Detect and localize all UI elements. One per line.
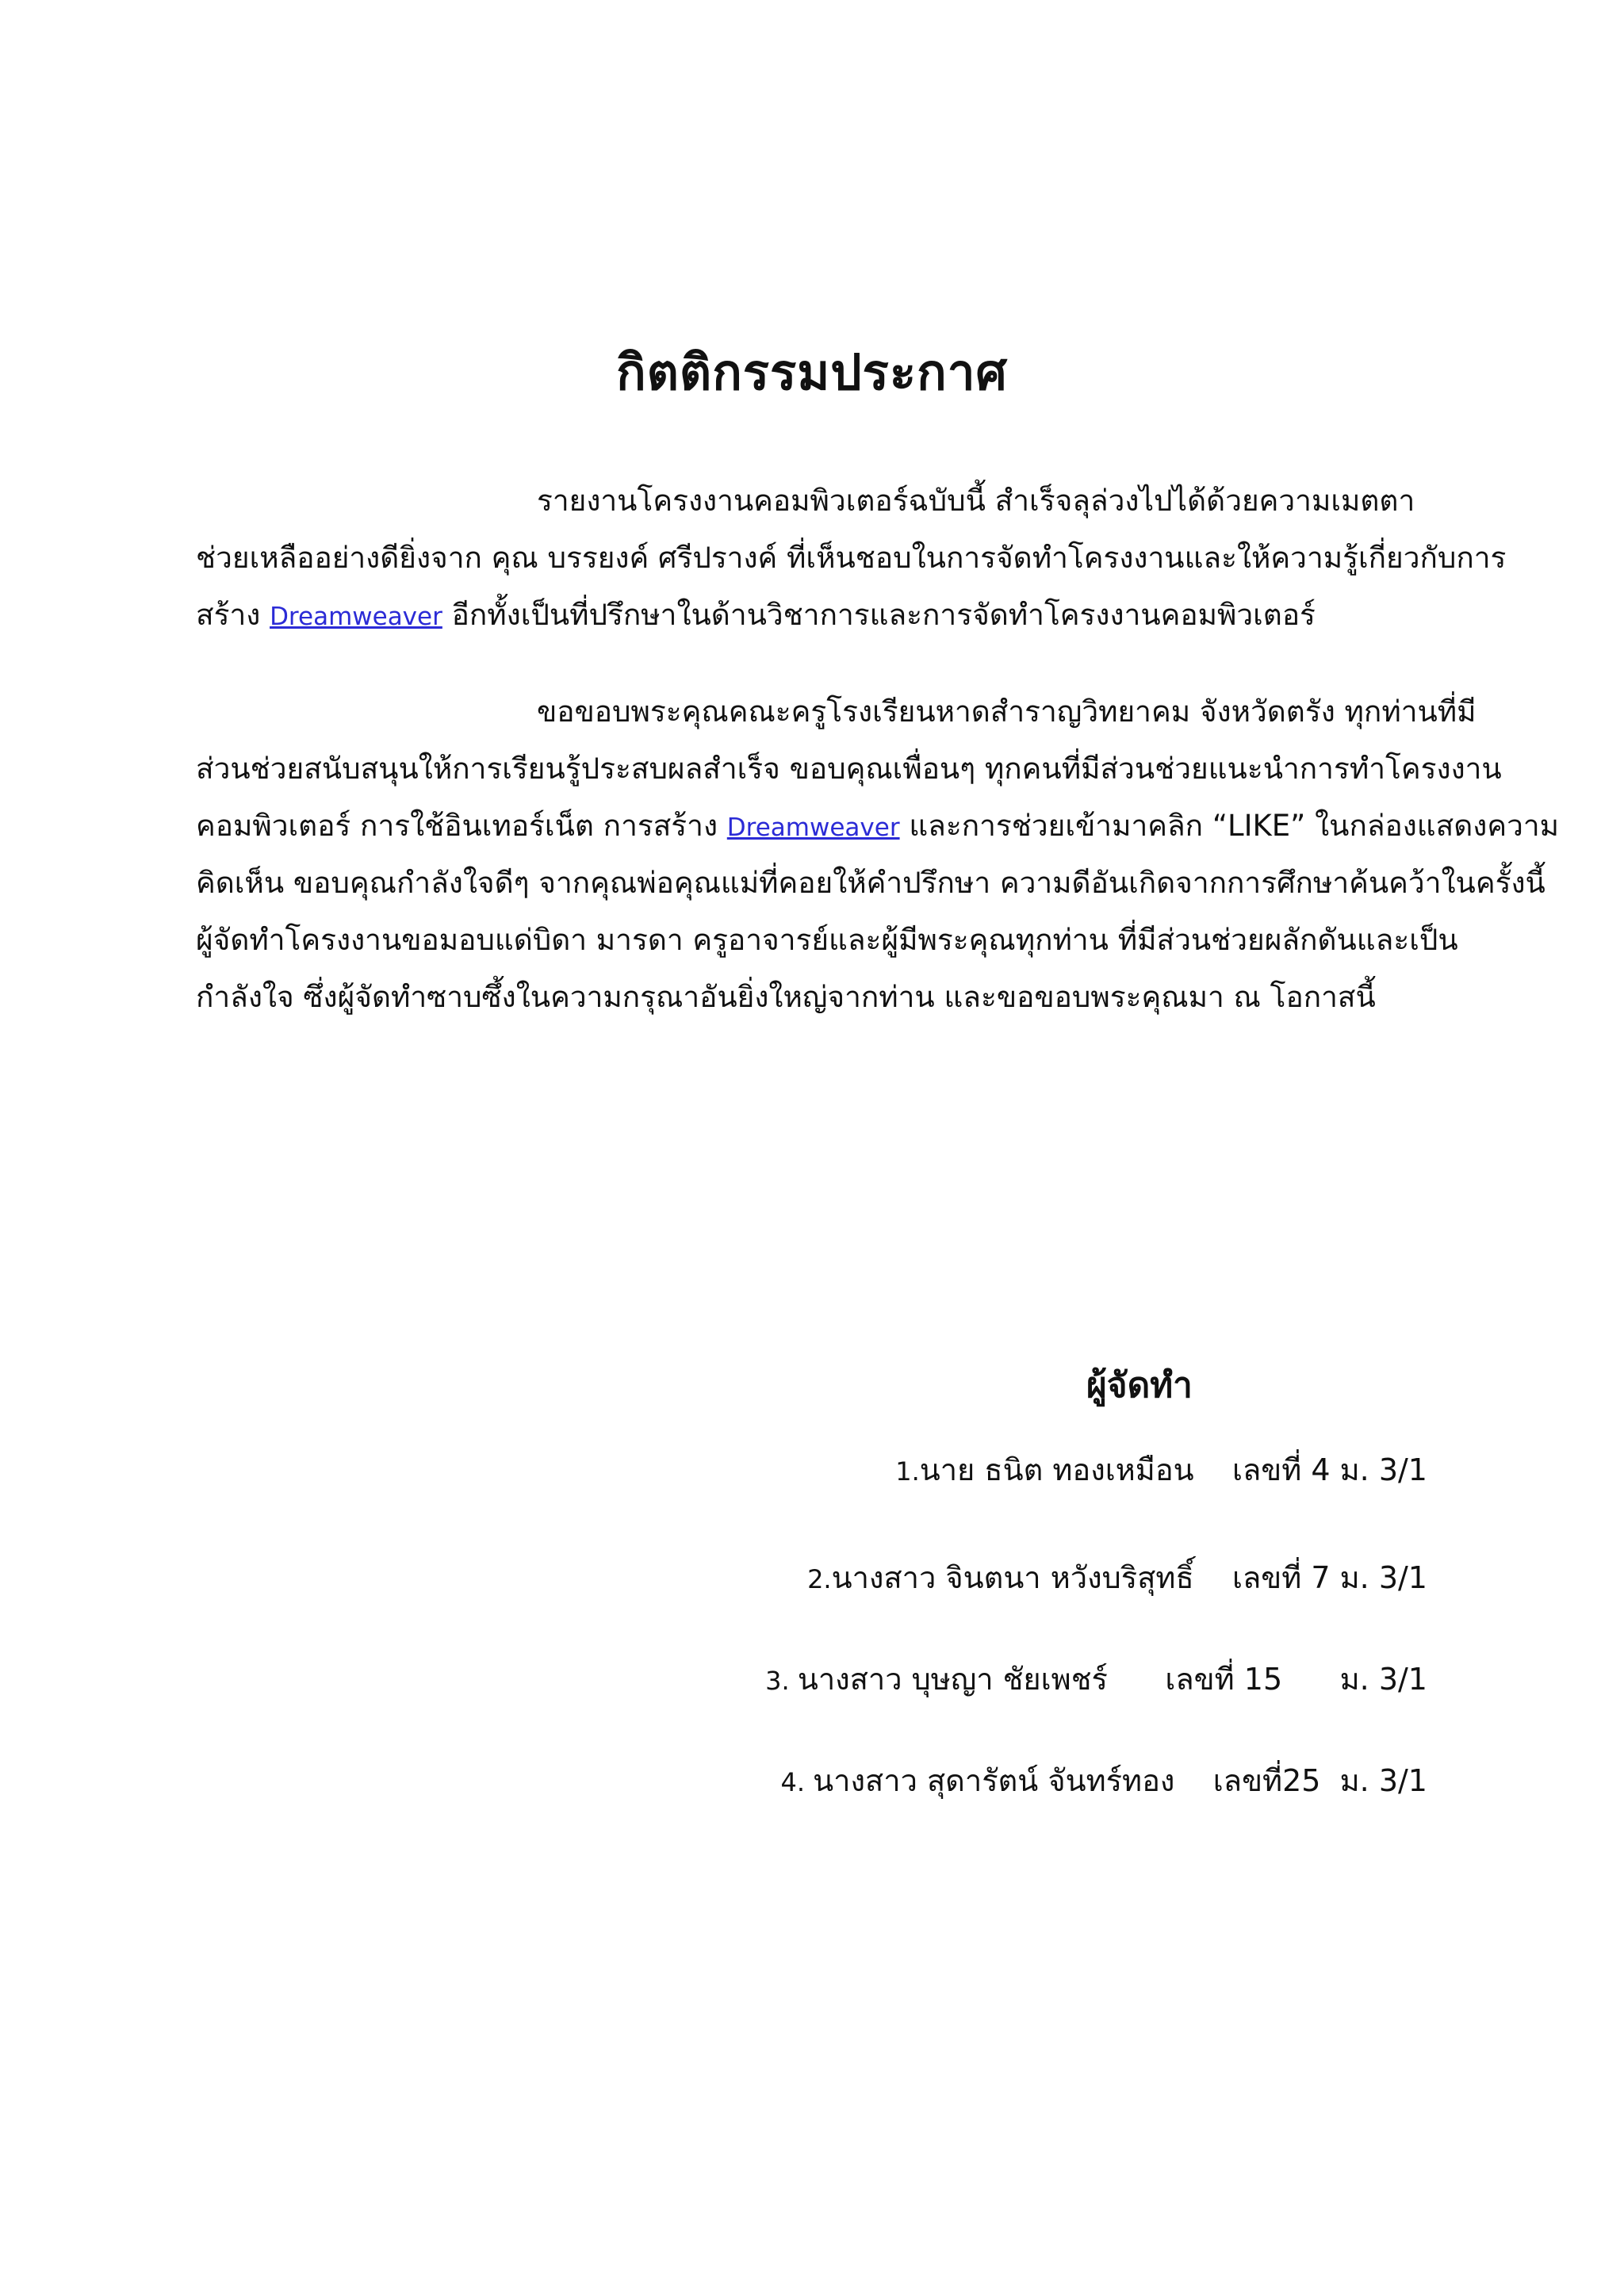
paragraph-text: สร้าง [196, 598, 270, 632]
acknowledgement-paragraph-2 [196, 683, 1560, 1026]
paragraph-line: รายงานโครงงานคอมพิวเตอร์ฉบับนี้ สำเร็จลุล่วงไปได้ด้วยความเมตตา [537, 484, 1415, 518]
paragraph-line: คิดเห็น ขอบคุณกำลังใจดีๆ จากคุณพ่อคุณแม่ที่คอยให้คำปรึกษา ความดีอันเกิดจากการศึกษาค้นคว้าในครั้งนี้ [196, 866, 1545, 900]
author-number: 3. [765, 1666, 798, 1696]
paragraph-line: ขอขอบพระคุณคณะครูโรงเรียนหาดสำราญวิทยาคม จังหวัดตรัง ทุกท่านที่มี [537, 695, 1477, 729]
author-class: ม. 3/1 [1339, 1452, 1427, 1487]
paragraph-line [196, 587, 1427, 644]
author-class: ม. 3/1 [1339, 1560, 1427, 1595]
page-title: กิตติกรรมประกาศ [616, 343, 1008, 401]
paragraph-line: ผู้จัดทำโครงงานขอมอบแด่บิดา มารดา ครูอาจารย์และผู้มีพระคุณทุกท่าน ที่มีส่วนช่วยผลักดันและเป็น [196, 923, 1458, 957]
paragraph-text: อีกทั้งเป็นที่ปรึกษาในด้านวิชาการและการจัดทำโครงงานคอมพิวเตอร์ [442, 598, 1316, 632]
author-roll-number: เลขที่25 [1212, 1763, 1321, 1798]
author-class: ม. 3/1 [1339, 1662, 1427, 1697]
dreamweaver-link[interactable]: Dreamweaver [726, 813, 900, 842]
acknowledgement-paragraph-1 [196, 473, 1507, 644]
paragraph-text: และการช่วยเข้ามาคลิก “LIKE” ในกล่องแสดงความ [899, 809, 1560, 843]
paragraph-line: ช่วยเหลืออย่างดียิ่งจาก คุณ บรรยงค์ ศรีปรางค์ ที่เห็นชอบในการจัดทำโครงงานและให้ความรู้เกี่ยวกับการ [196, 541, 1507, 575]
paragraph-line: กำลังใจ ซึ่งผู้จัดทำซาบซึ้งในความกรุณาอันยิ่งใหญ่จากท่าน และขอขอบพระคุณมา ณ โอกาสนี้ [196, 980, 1376, 1014]
authors-heading: ผู้จัดทำ [1086, 1365, 1193, 1406]
author-entry [765, 1654, 1427, 1706]
author-name: นางสาว บุษญา ชัยเพชร์ [797, 1662, 1108, 1697]
author-number: 1. [895, 1456, 920, 1487]
author-class: ม. 3/1 [1339, 1763, 1427, 1798]
paragraph-line: ส่วนช่วยสนับสนุนให้การเรียนรู้ประสบผลสำเร็จ ขอบคุณเพื่อนๆ ทุกคนที่มีส่วนช่วยแนะนำการทำโครงงาน [196, 752, 1502, 786]
author-roll-number: เลขที่ 4 [1231, 1452, 1331, 1487]
dreamweaver-link[interactable]: Dreamweaver [270, 603, 442, 631]
author-name: นางสาว จินตนา หวังบริสุทธิ์ [831, 1560, 1194, 1595]
author-entry [807, 1552, 1427, 1605]
author-entry [780, 1755, 1427, 1808]
author-number: 4. [780, 1767, 814, 1797]
author-name: นาย ธนิต ทองเหมือน [919, 1452, 1194, 1487]
author-number: 2. [807, 1564, 832, 1594]
author-name: นางสาว สุดารัตน์ จันทร์ทอง [813, 1763, 1175, 1798]
paragraph-text: คอมพิวเตอร์ การใช้อินเทอร์เน็ต การสร้าง [196, 809, 727, 843]
paragraph-line [196, 798, 1560, 855]
author-roll-number: เลขที่ 15 [1165, 1662, 1283, 1697]
author-entry [895, 1445, 1427, 1497]
author-roll-number: เลขที่ 7 [1231, 1560, 1331, 1595]
